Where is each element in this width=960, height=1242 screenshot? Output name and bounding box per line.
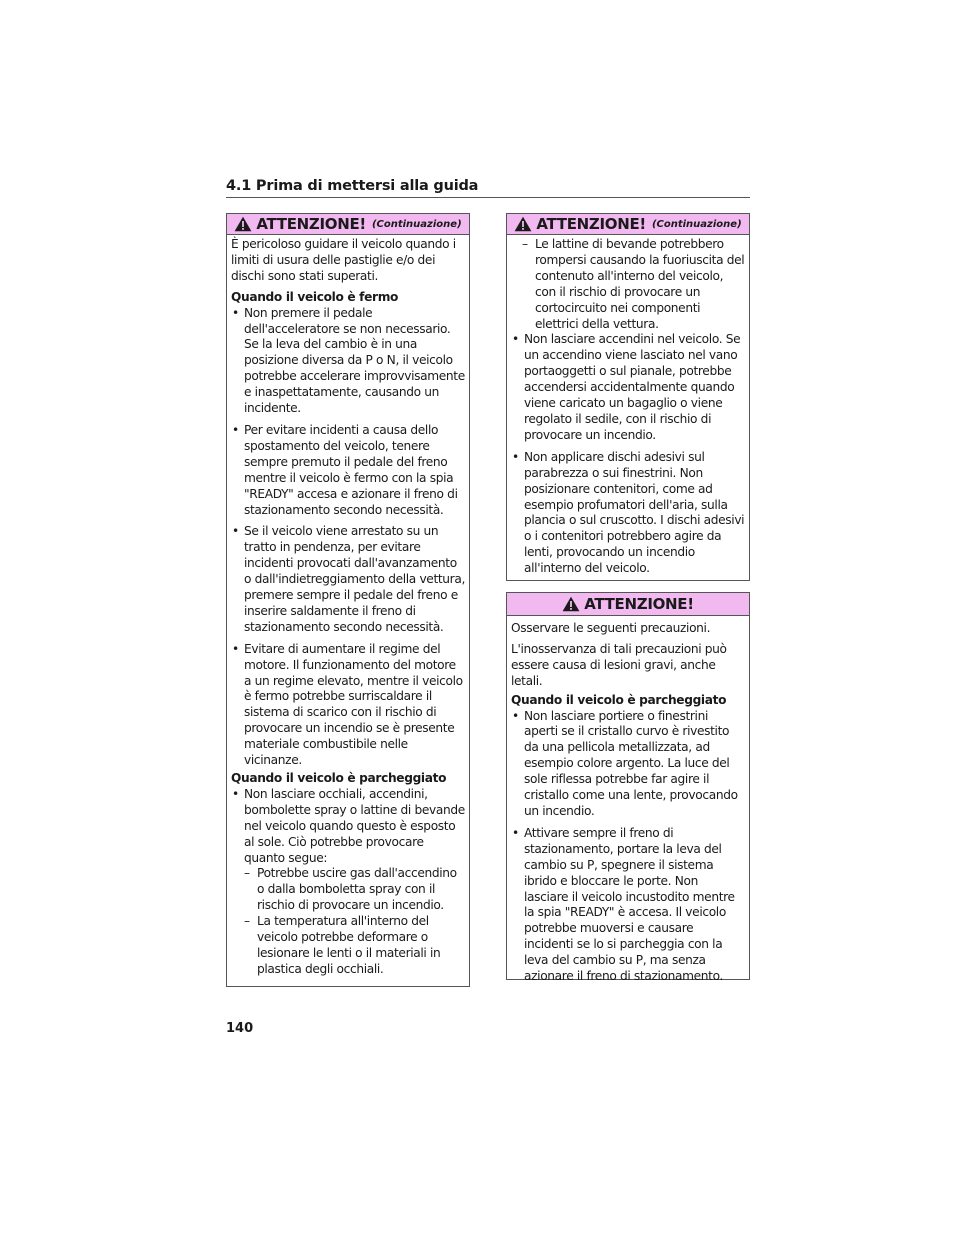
subheading: Quando il veicolo è parcheggiato [231,771,447,785]
paragraph: È pericoloso guidare il veicolo quando i limiti di usura delle pastiglie e/o dei dischi sono stati superati. [231,237,456,283]
warning-box-left [226,213,470,987]
dash-item: – Le lattine di bevande potrebbero rompersi causando la fuoriuscita del contenuto all'interno del veicolo, con il rischio di provocare un cortocircuito nei componenti elettrici della vettura. [511,237,745,332]
warning-triangle-icon [234,216,252,232]
bullet-item: • Per evitare incidenti a causa dello spostamento del veicolo, tenere sempre premuto il pedale del freno mentre il veicolo è fermo con la spia "READY" accesa e azionare il freno di stazionamento secondo necessità. [231,423,465,518]
continuation-label: (Continuazione) [371,218,462,230]
continuation-label: (Continuazione) [651,218,742,230]
warning-header [507,214,749,235]
subheading: Quando il veicolo è parcheggiato [511,692,727,707]
warning-triangle-icon [562,596,580,612]
warning-header [227,214,469,235]
warning-title: ATTENZIONE! [256,215,366,233]
bullet-item: • Non applicare dischi adesivi sul parabrezza o sui finestrini. Non posizionare contenitori, come ad esempio profumatori dell'aria, sulla plancia o sul cruscotto. I dischi adesivi o i contenitori potrebbero agire da lenti, provocando un incendio all'interno del veicolo. [511,450,745,577]
subheading: Quando il veicolo è fermo [231,289,399,304]
bullet-item: • Non lasciare occhiali, accendini, bombolette spray o lattine di bevande nel veicolo quando questo è esposto al sole. Ciò potrebbe provocare quanto segue: [231,787,465,867]
section-title: 4.1 Prima di mettersi alla guida [226,178,750,198]
bullet-item: • Attivare sempre il freno di stazionamento, portare la leva del cambio su P, spegnere il sistema ibrido e bloccare le porte. Non lasciare il veicolo incustodito mentre la spia "READY" è accesa. Il veicolo potrebbe muoversi e causare incidenti se lo si parcheggia con la leva del cambio su P, ma senza azionare il freno di stazionamento. [511,826,745,985]
bullet-item: • Evitare di aumentare il regime del motore. Il funzionamento del motore a un regime elevato, mentre il veicolo è fermo potrebbe surriscaldare il sistema di scarico con il rischio di provocare un incendio se è presente materiale combustibile nelle vicinanze. [231,642,465,769]
paragraph: L'inosservanza di tali precauzioni può essere causa di lesioni gravi, anche letali. [511,641,727,688]
bullet-item: • Se il veicolo viene arrestato su un tratto in pendenza, per evitare incidenti provocati dall'avanzamento o dall'indietreggiamento della vettura, premere sempre il pedale del freno e inserire saldamente il freno di stazionamento secondo necessità. [231,524,465,635]
dash-item: – La temperatura all'interno del veicolo potrebbe deformare o lesionare le lenti o il materiali in plastica degli occhiali. [231,914,465,978]
dash-item: – Potrebbe uscire gas dall'accendino o dalla bomboletta spray con il rischio di provocare un incendio. [231,866,465,914]
bullet-item: • Non lasciare accendini nel veicolo. Se un accendino viene lasciato nel vano portaoggetti o sul pianale, potrebbe accendersi accidentalmente quando viene caricato un bagaglio o viene regolato il sedile, con il rischio di provocare un incendio. [511,332,745,443]
paragraph: Osservare le seguenti precauzioni. [511,621,711,635]
bullet-item: • Non premere il pedale dell'acceleratore se non necessario. Se la leva del cambio è in una posizione diversa da P o N, il veicolo potrebbe accelerare improvvisamente e inaspettatamente, causando un incidente. [231,306,465,417]
warning-box-right [506,592,750,984]
warning-title: ATTENZIONE! [584,595,694,613]
warning-triangle-icon [514,216,532,232]
warning-header [507,593,749,616]
page-number: 140 [226,1021,254,1036]
warning-title: ATTENZIONE! [536,215,646,233]
warning-box-right-continued [506,213,750,581]
bullet-item: • Non lasciare portiere o finestrini aperti se il cristallo curvo è rivestito da una pellicola metallizzata, ad esempio colore argento. La luce del sole riflessa potrebbe far agire il cristallo come una lente, provocando un incendio. [511,709,745,820]
